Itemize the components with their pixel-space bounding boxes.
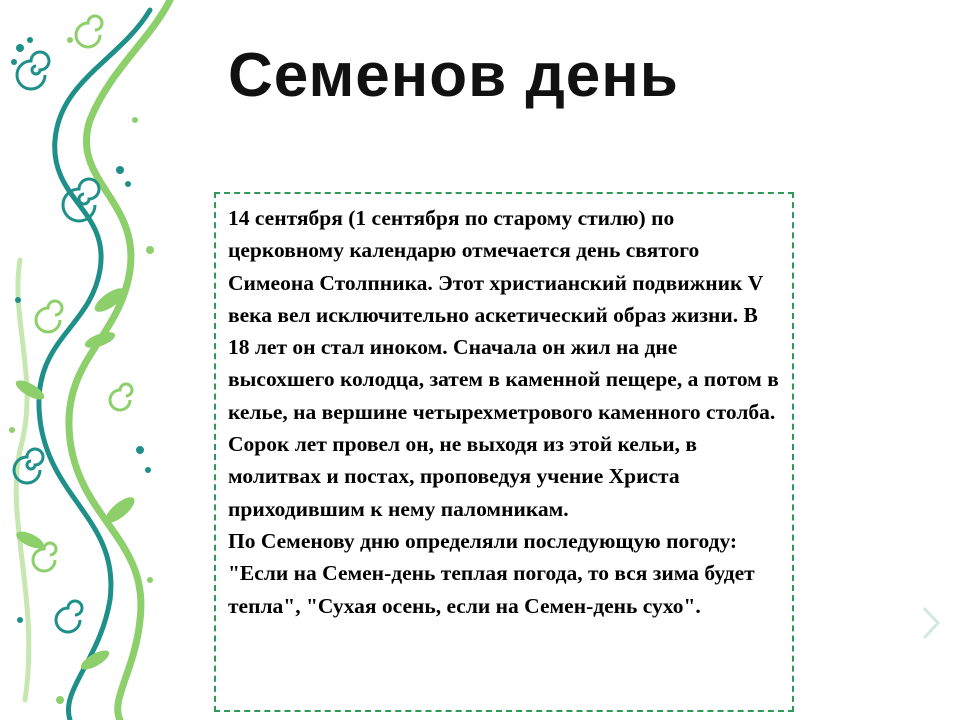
paragraph-weather-signs: По Семенову дню определяли последующую погоду: "Если на Семен-день теплая погода, то вся зима будет тепла", "Сухая осень, если на Семен-день сухо". bbox=[228, 528, 755, 618]
swirl-vine-ornament bbox=[0, 0, 200, 720]
page-title: Семенов день bbox=[228, 41, 679, 110]
paragraph-description: 14 сентября (1 сентября по старому стилю) по церковному календарю отмечается день святого Симеона Столпника. Этот христианский подвижник V века вел исключительно аскетический образ жизни. В 18 лет он стал иноком. Сначала он жил на дне высохшего колодца, затем в каменной пещере, а потом в келье, на вершине четырехметрового каменного столба. Сорок лет провел он, не выходя из этой кельи, в молитвах и постах, проповедуя учение Христа приходившим к нему паломникам. bbox=[228, 206, 779, 521]
next-slide-arrow-icon[interactable] bbox=[921, 606, 941, 640]
text-box bbox=[214, 192, 794, 712]
